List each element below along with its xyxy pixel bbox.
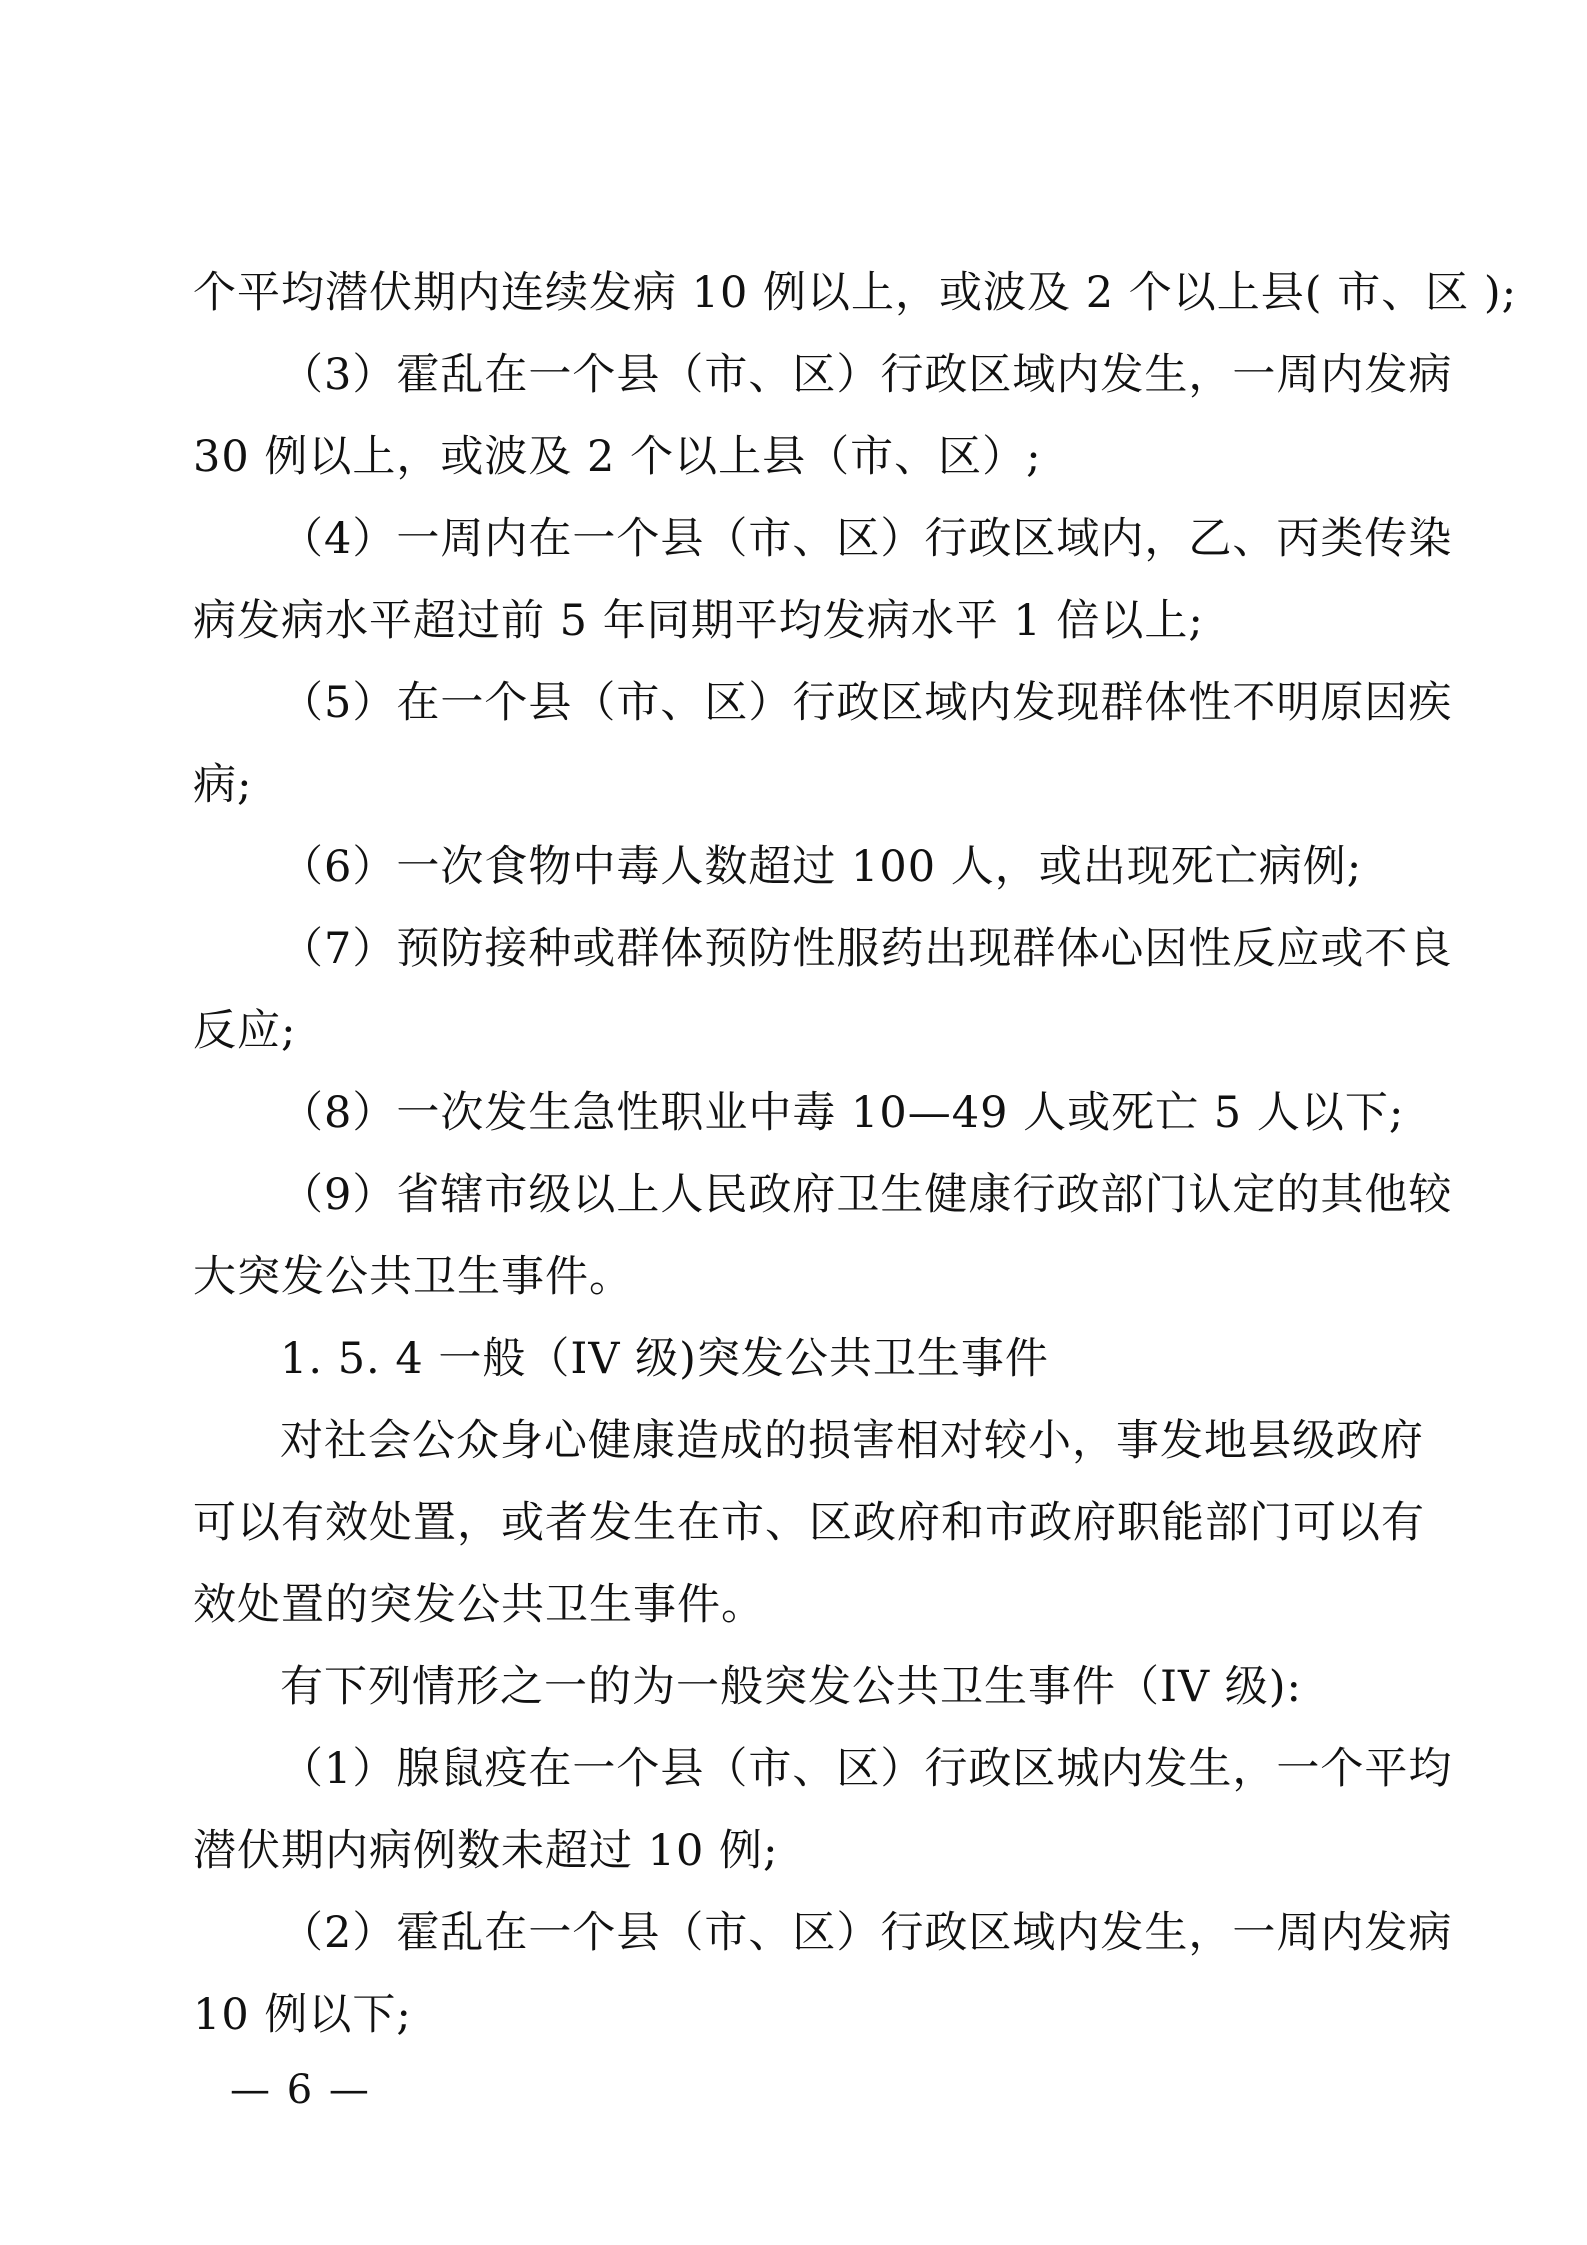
- text-line-11: （8）一次发生急性职业中毒 10—49 人或死亡 5 人以下;: [280, 1088, 1405, 1138]
- text-line-1: 个平均潜伏期内连续发病 10 例以上，或波及 2 个以上县( 市、区 );: [193, 268, 1518, 318]
- section-heading: 1. 5. 4 一般（IV 级)突发公共卫生事件: [280, 1334, 1049, 1384]
- text-line-2: （3）霍乱在一个县（市、区）行政区域内发生，一周内发病: [280, 350, 1453, 400]
- page-number: — 6 —: [230, 2067, 371, 2113]
- text-line-3: 30 例以上，或波及 2 个以上县（市、区）;: [193, 432, 1042, 482]
- text-line-20: 潜伏期内病例数未超过 10 例;: [193, 1826, 779, 1876]
- text-line-5: 病发病水平超过前 5 年同期平均发病水平 1 倍以上;: [193, 596, 1204, 646]
- text-line-6: （5）在一个县（市、区）行政区域内发现群体性不明原因疾: [280, 678, 1453, 728]
- text-line-21: （2）霍乱在一个县（市、区）行政区域内发生，一周内发病: [280, 1908, 1453, 1958]
- text-line-4: （4）一周内在一个县（市、区）行政区域内，乙、丙类传染: [280, 514, 1453, 564]
- text-line-8: （6）一次食物中毒人数超过 100 人，或出现死亡病例;: [280, 842, 1363, 892]
- text-line-15: 对社会公众身心健康造成的损害相对较小，事发地县级政府: [280, 1416, 1424, 1466]
- text-line-7: 病;: [193, 760, 253, 810]
- text-line-10: 反应;: [193, 1006, 297, 1056]
- text-line-9: （7）预防接种或群体预防性服药出现群体心因性反应或不良: [280, 924, 1453, 974]
- text-line-17: 效处置的突发公共卫生事件。: [193, 1580, 765, 1630]
- text-line-19: （1）腺鼠疫在一个县（市、区）行政区城内发生，一个平均: [280, 1744, 1453, 1794]
- text-line-16: 可以有效处置，或者发生在市、区政府和市政府职能部门可以有: [193, 1498, 1425, 1548]
- text-line-12: （9）省辖市级以上人民政府卫生健康行政部门认定的其他较: [280, 1170, 1453, 1220]
- text-line-22: 10 例以下;: [193, 1990, 412, 2040]
- text-line-18: 有下列情形之一的为一般突发公共卫生事件（IV 级):: [280, 1662, 1302, 1712]
- text-line-13: 大突发公共卫生事件。: [193, 1252, 633, 1302]
